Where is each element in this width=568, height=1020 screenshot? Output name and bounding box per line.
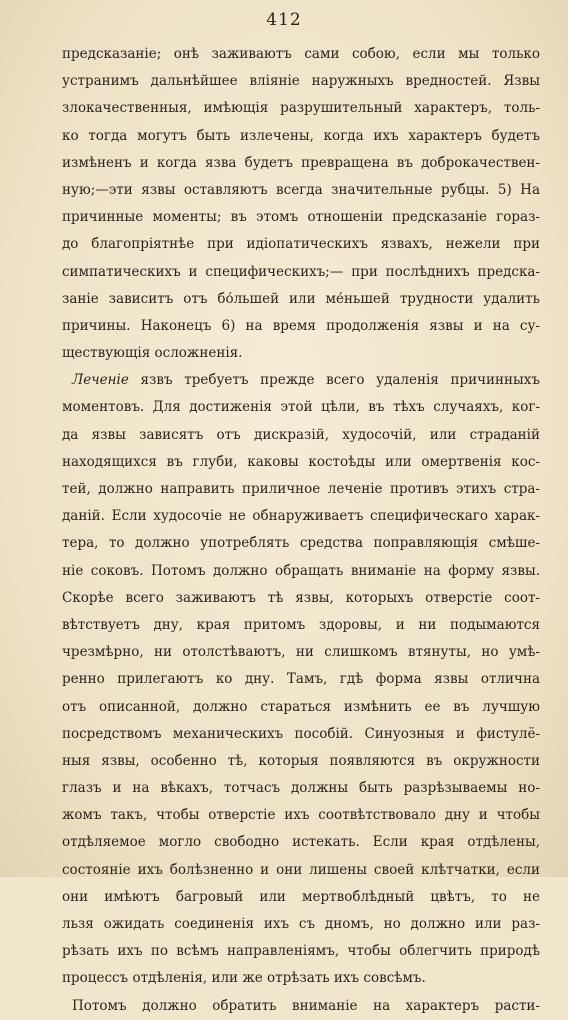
text-line: глазъ и на вѣкахъ, тотчасъ должны быть разрѣзываемы но- (62, 780, 540, 797)
text-line: чрезмѣрно, ни отолстѣваютъ, ни слишкомъ втянуты, но умѣ- (62, 644, 540, 661)
text-line: тей, должно направить приличное леченіе противъ этихъ стра- (62, 481, 540, 497)
text-line: даній. Если худосочіе не обнаруживаетъ специфическаго харак- (62, 508, 540, 525)
text-line: да язвы зависятъ отъ дискразій, худосочій, или страданій (62, 426, 540, 443)
text-line: заніе зависитъ отъ бо́льшей или ме́ньшей трудности удалить (62, 290, 540, 307)
text-line: ніе соковъ. Потомъ должно обращать вниманіе на форму язвы. (62, 562, 540, 579)
text-line (62, 367, 540, 394)
text-line: ренно прилегаютъ ко дну. Тамъ, гдѣ форма язвы отлична (62, 671, 540, 688)
text-line: льзя ожидать соединенія ихъ съ дномъ, но должно или раз- (62, 916, 540, 932)
text-line: жомъ такъ, чтобы отверстіе ихъ соотвѣтствовало дну и чтобы (62, 807, 540, 824)
text-line: причины. Наконецъ 6) на время продолженія язвы и на су- (62, 317, 540, 334)
text-line: злокачественныя, имѣющія разрушительный характеръ, толь- (62, 100, 540, 117)
text-line: Потомъ должно обратить вниманіе на характеръ расти- (72, 997, 540, 1014)
text-line: предсказаніе; онѣ заживаютъ сами собою, если мы только (62, 46, 540, 62)
italic-lead-word: Леченіе (72, 372, 129, 389)
text-line: измѣненъ и когда язва будетъ превращена въ доброкачествен- (62, 154, 540, 171)
text-line: тера, то должно употреблять средства поправляющія смѣше- (62, 535, 540, 552)
text-line: симпатическихъ и специфическихъ;— при послѣднихъ предска- (62, 263, 540, 280)
text-line: Скорѣе всего заживаютъ тѣ язвы, которыхъ отверстіе соот- (62, 589, 540, 606)
page-number: 412 (266, 10, 302, 30)
text-line: состояніе ихъ болѣзненно и они лишены своей клѣтчатки, если (62, 861, 540, 878)
text-line: причинные моменты; въ этомъ отношеніи предсказаніе гораз- (62, 209, 540, 226)
body-text (62, 41, 540, 1020)
paragraph (62, 41, 540, 367)
text-line-rest: язвъ требуетъ прежде всего удаленія причинныхъ (128, 372, 540, 389)
text-line: ную;—эти язвы оставляютъ всегда значительные рубцы. 5) На (62, 181, 540, 198)
text-line: до благопріятнѣе при идіопатическихъ язвахъ, нежели при (62, 236, 540, 253)
text-line: отъ описанной, должно стараться измѣнить ее въ лучшую (62, 698, 540, 715)
text-line: моментовъ. Для достиженія этой цѣли, въ тѣхъ случаяхъ, ког- (62, 399, 540, 416)
text-line: устранимъ дальнѣйшее вліяніе наружныхъ вредностей. Язвы (62, 73, 540, 90)
text-line: процессъ отдѣленія, или же отрѣзать ихъ совсѣмъ. (62, 970, 426, 987)
text-line: отдѣляемое могло свободно истекать. Если края отдѣлены, (62, 834, 540, 851)
text-line: вѣтствуетъ дну, края притомъ здоровы, и ни подымаются (62, 616, 540, 633)
paragraph (62, 993, 540, 1020)
text-line: находящихся въ глуби, каковы костоѣды или омертвенія кос- (62, 453, 540, 470)
text-line: ществующія осложненія. (62, 345, 243, 362)
text-line: ныя язвы, особенно тѣ, которыя появляются въ окружности (62, 752, 540, 769)
text-line: ко тогда могутъ быть излечены, когда ихъ характеръ будетъ (62, 127, 540, 144)
text-line: посредствомъ механическихъ пособій. Синуозныя и фистулё- (62, 725, 540, 742)
paragraph (62, 367, 540, 992)
text-line: они имѣютъ багровый или мертвоблѣдный цвѣтъ, то не (62, 888, 540, 905)
text-line: рѣзать ихъ по всѣмъ направленіямъ, чтобы облегчить природѣ (62, 943, 540, 960)
